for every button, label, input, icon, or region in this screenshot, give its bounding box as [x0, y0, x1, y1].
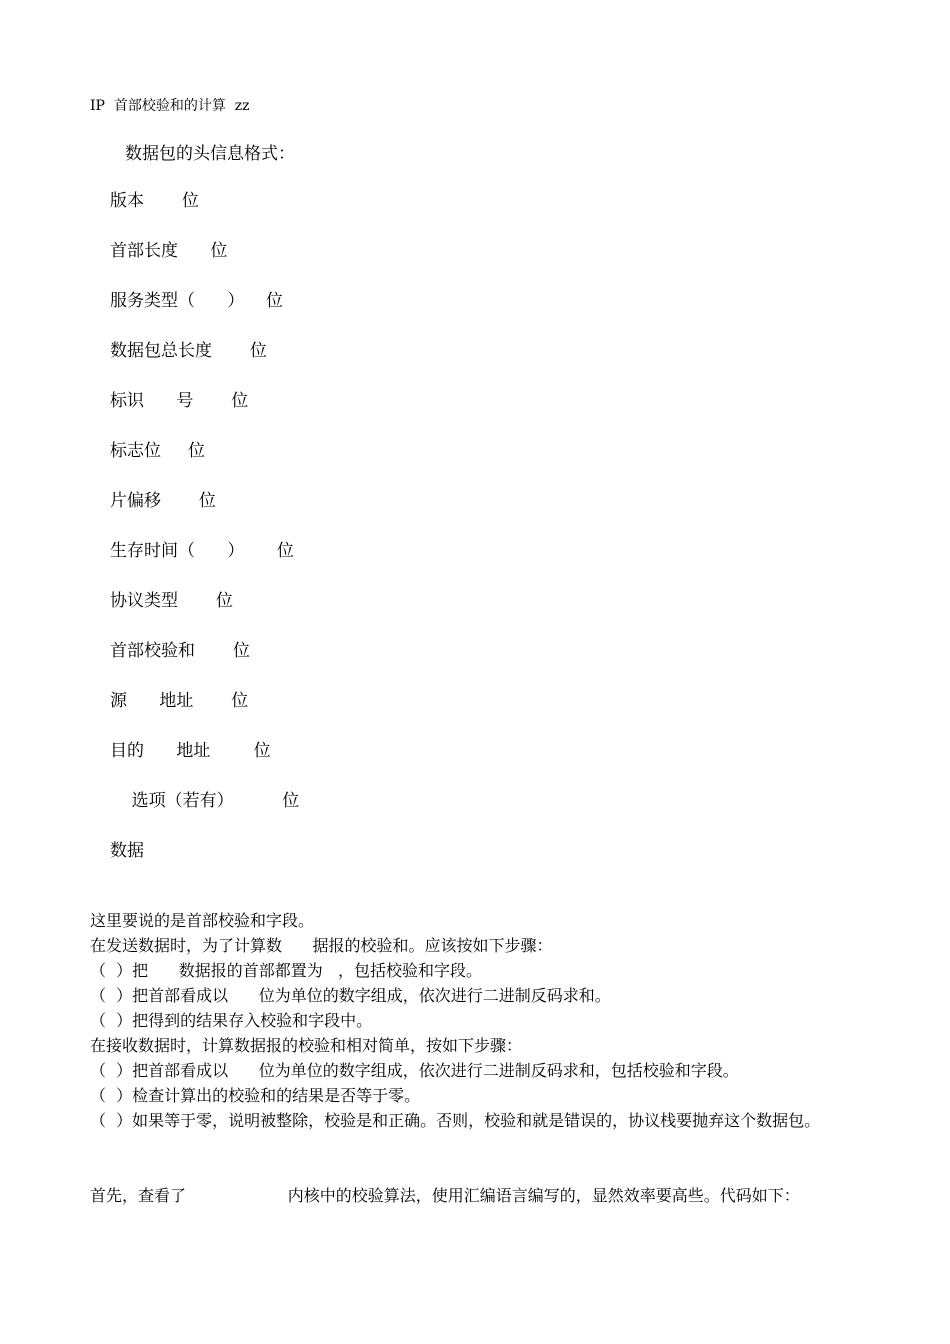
field-header-length: 首部长度 位 [110, 241, 228, 261]
paragraph-send-step-1: （ ）把 数据报的首部都置为 ，包括校验和字段。 [90, 961, 482, 980]
document-title: IP 首部校验和的计算 zz [90, 98, 250, 114]
field-fragment-offset: 片偏移 位 [110, 491, 216, 511]
field-destination-address: 目的 地址 位 [110, 741, 271, 761]
paragraph-send-step-3: （ ）把得到的结果存入校验和字段中。 [90, 1011, 373, 1030]
field-ttl: 生存时间（ ） 位 [110, 541, 294, 561]
paragraph-checksum-intro: 这里要说的是首部校验和字段。 [90, 911, 315, 930]
field-source-address: 源 地址 位 [110, 691, 249, 711]
paragraph-receive-step-2: （ ）检查计算出的校验和的结果是否等于零。 [90, 1086, 421, 1105]
paragraph-receive-step-3: （ ）如果等于零，说明被整除，校验是和正确。否则，校验和就是错误的，协议栈要抛弃这个数据包。 [90, 1111, 821, 1130]
field-version: 版本 位 [110, 191, 199, 211]
field-data: 数据 [110, 841, 144, 861]
paragraph-kernel-code-intro: 首先，查看了 内核中的校验算法，使用汇编语言编写的，显然效率要高些。代码如下： [90, 1186, 800, 1205]
field-header-checksum: 首部校验和 位 [110, 641, 250, 661]
paragraph-send-steps-intro: 在发送数据时，为了计算数 据报的校验和。应该按如下步骤： [90, 936, 553, 955]
field-total-length: 数据包总长度 位 [110, 341, 267, 361]
paragraph-send-step-2: （ ）把首部看成以 位为单位的数字组成，依次进行二进制反码求和。 [90, 986, 611, 1005]
header-format-intro: 数据包的头信息格式： [125, 144, 295, 164]
field-options: 选项（若有） 位 [110, 791, 300, 811]
field-flags: 标志位 位 [110, 441, 206, 461]
paragraph-receive-step-1: （ ）把首部看成以 位为单位的数字组成，依次进行二进制反码求和，包括校验和字段。 [90, 1061, 739, 1080]
field-protocol: 协议类型 位 [110, 591, 233, 611]
paragraph-receive-steps-intro: 在接收数据时，计算数据报的校验和相对简单，按如下步骤： [90, 1036, 523, 1055]
field-service-type: 服务类型（ ） 位 [110, 291, 284, 311]
field-identification: 标识 号 位 [110, 391, 249, 411]
